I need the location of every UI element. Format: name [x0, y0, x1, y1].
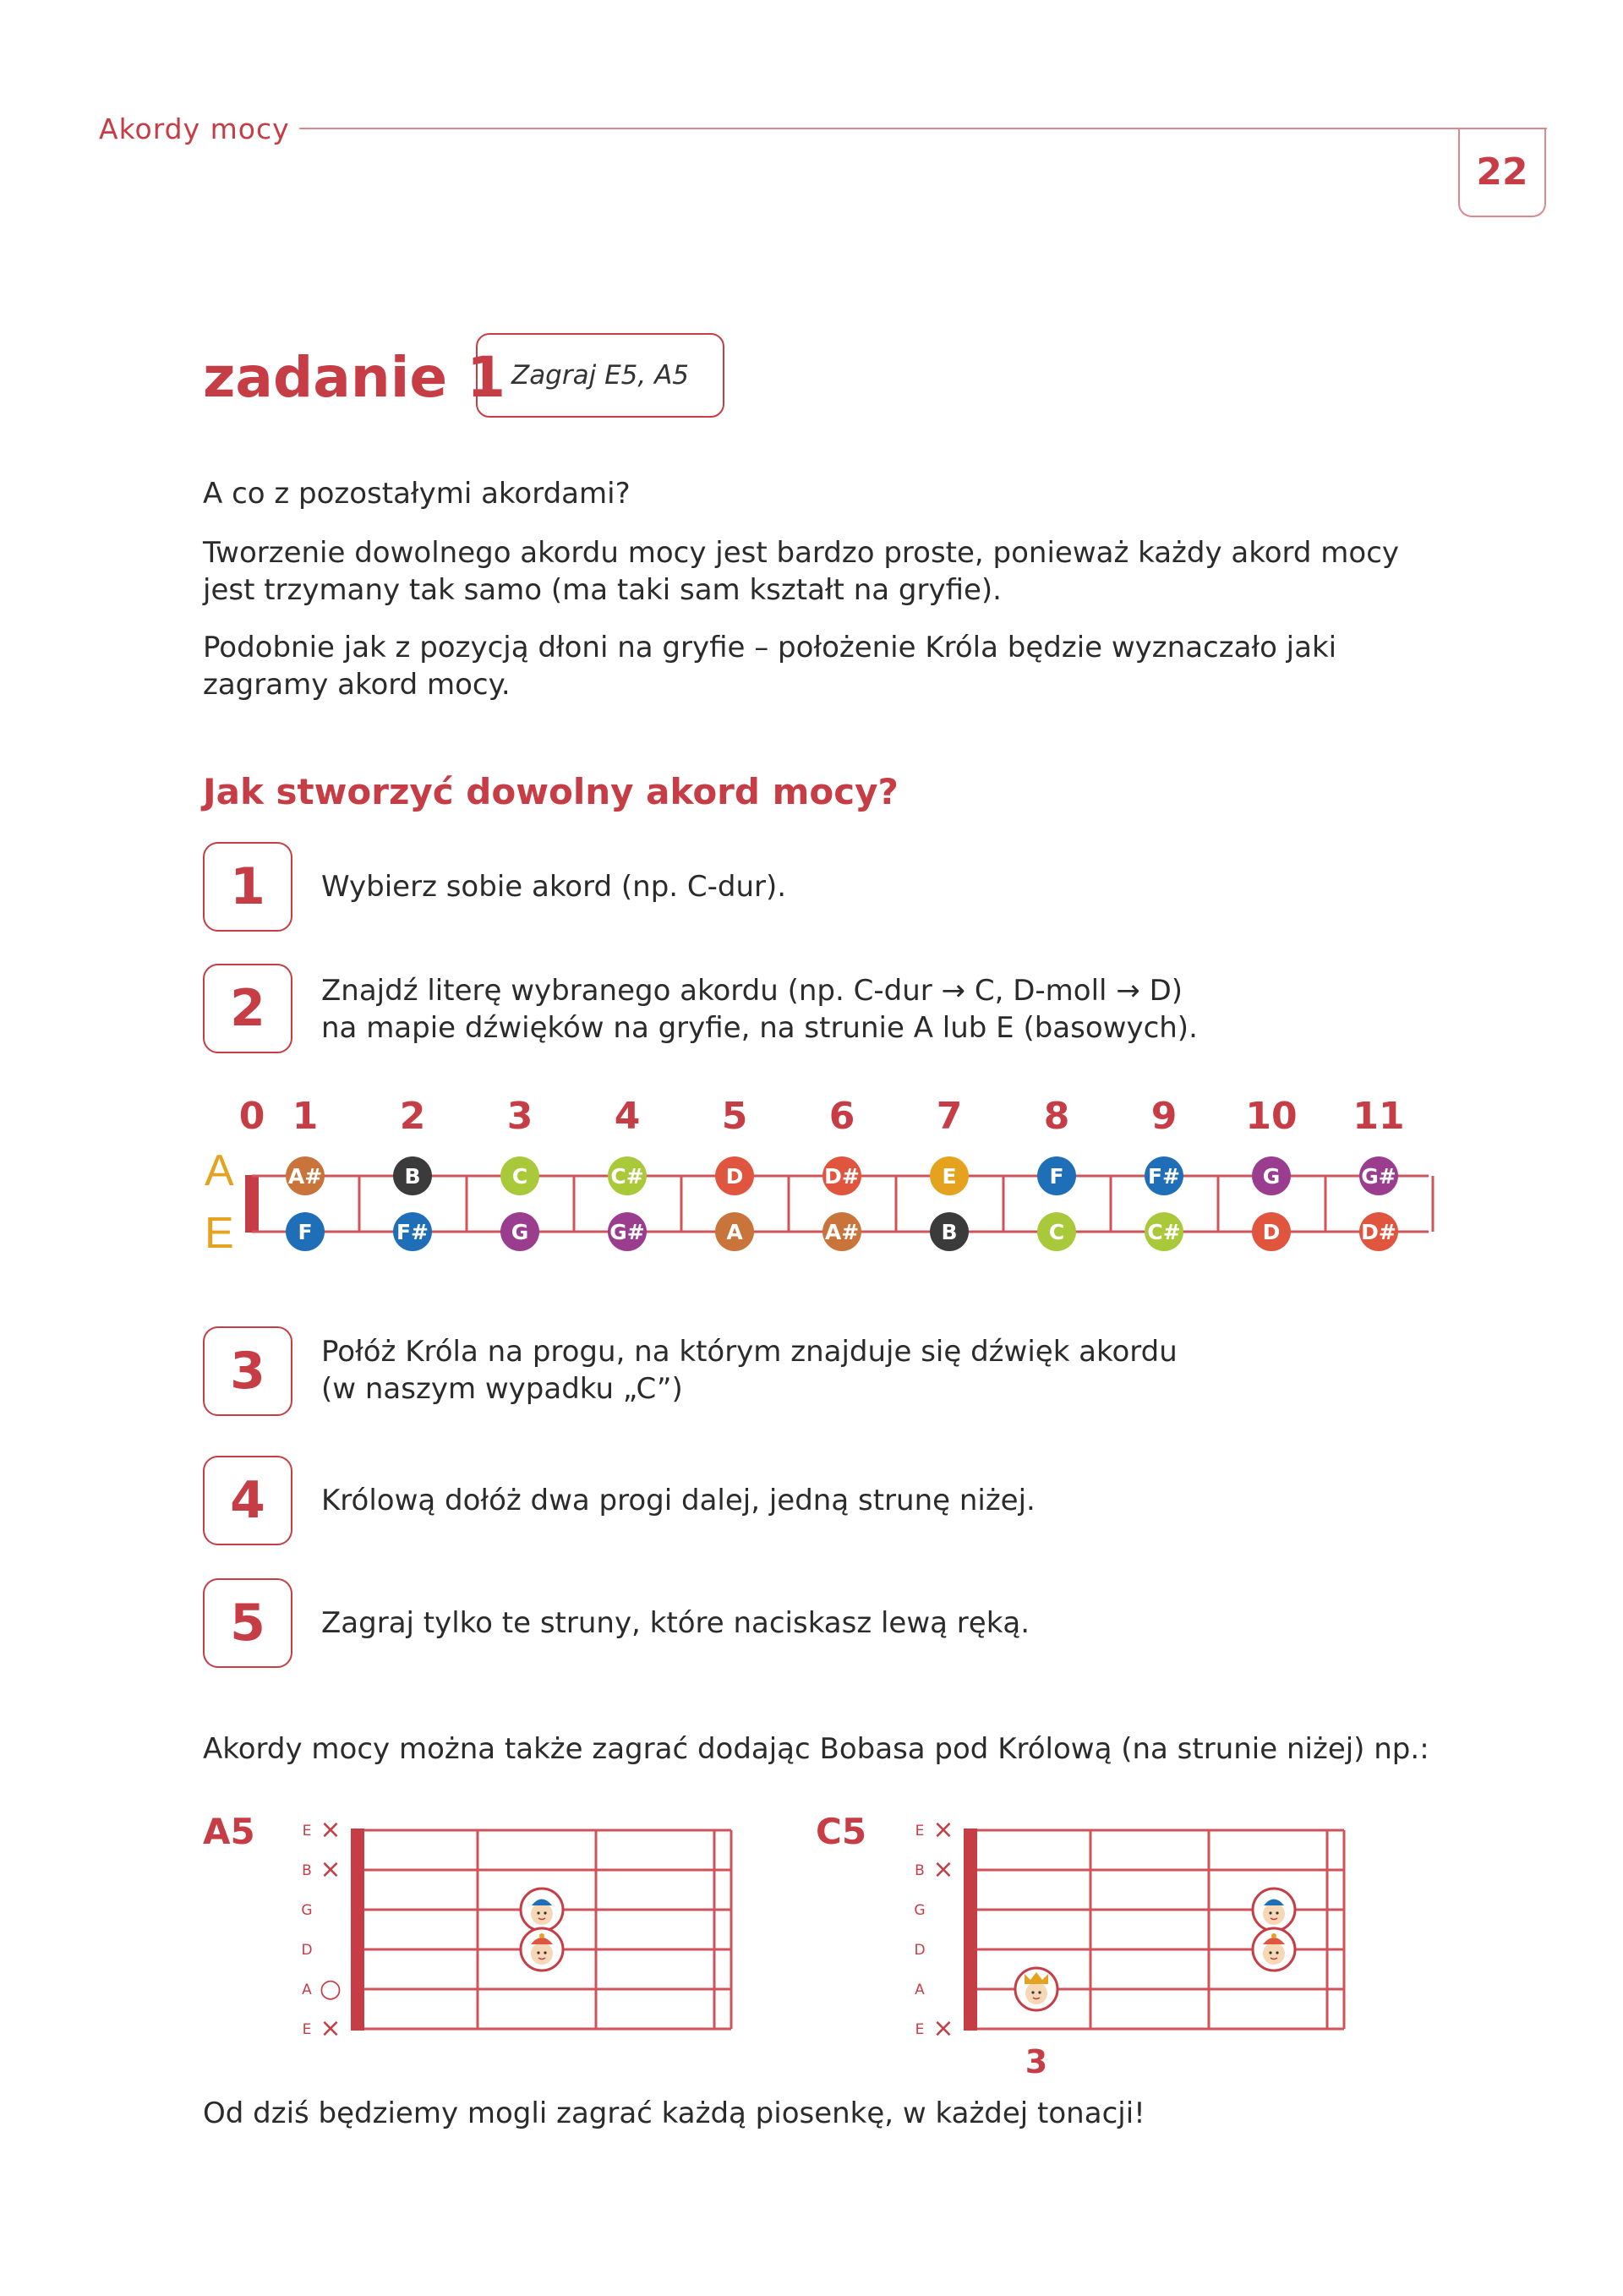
- string-name-label: B: [915, 1862, 925, 1879]
- step-text-1: Wybierz sobie akord (np. C-dur).: [321, 870, 787, 904]
- bobas-paragraph: Akordy mocy można także zagrać dodając Bobasa pod Królową (na strunie niżej) np.:: [203, 1732, 1429, 1766]
- muted-string-mark: ×: [932, 1815, 954, 1845]
- string-name-label: G: [301, 1902, 313, 1919]
- string-name-label: A: [302, 1982, 312, 1998]
- closing-line: Od dziś będziemy mogli zagrać każdą piosenkę, w każdej tonacji!: [203, 2096, 1145, 2130]
- string-e-note-label: B: [941, 1220, 958, 1244]
- string-e-note-label: D: [1262, 1220, 1281, 1244]
- baby-icon: [1253, 1889, 1295, 1931]
- muted-string-mark: ×: [320, 1815, 342, 1845]
- string-a-note-label: D: [725, 1164, 744, 1189]
- fret-number: 2: [399, 1095, 426, 1138]
- muted-string-mark: ×: [932, 2014, 954, 2043]
- fret-position-label: 3: [1025, 2043, 1048, 2080]
- intro-paragraph-3: Podobnie jak z pozycją dłoni na gryfie – położenie Króla będzie wyznaczało jaki zagramy akord mocy.: [203, 631, 1337, 702]
- step-number-4: 4: [203, 1456, 292, 1545]
- string-e-note-label: G#: [609, 1220, 645, 1244]
- task-title: zadanie 1: [203, 345, 506, 410]
- chord-c5-diagram: [900, 1809, 1357, 2088]
- string-a-note-label: B: [404, 1164, 421, 1189]
- string-a-note-label: G: [1262, 1164, 1281, 1189]
- string-a-note-label: F#: [1147, 1164, 1181, 1189]
- string-a-note-label: C: [511, 1164, 528, 1189]
- step-number-2: 2: [203, 964, 292, 1053]
- task-instruction: Zagraj E5, A5: [476, 333, 724, 418]
- muted-string-mark: ×: [320, 2014, 342, 2043]
- step-number-5: 5: [203, 1578, 292, 1668]
- baby-icon: [521, 1889, 563, 1931]
- chord-a5-name: A5: [203, 1811, 255, 1852]
- chord-nut: [964, 1829, 977, 2031]
- string-name-label: E: [915, 2021, 925, 2038]
- string-name-label: A: [915, 1982, 925, 1998]
- step-text-3-line2: (w naszym wypadku „C”): [321, 1372, 683, 1406]
- string-name-label: E: [302, 1823, 312, 1840]
- string-a-note-label: A#: [287, 1164, 323, 1189]
- king-icon: [1015, 1968, 1057, 2010]
- string-a-note-label: E: [942, 1164, 957, 1189]
- string-name-label: E: [915, 1823, 925, 1840]
- string-e-note-label: F: [298, 1220, 313, 1244]
- step-text-2: [321, 972, 1420, 1047]
- fret-number: 6: [828, 1095, 855, 1138]
- step-number-1: 1: [203, 842, 292, 932]
- step-text-5: Zagraj tylko te struny, które naciskasz lewą ręką.: [321, 1606, 1030, 1640]
- step-number-3: 3: [203, 1326, 292, 1416]
- fret-number: 0: [238, 1095, 265, 1138]
- string-e-note-label: A#: [824, 1220, 860, 1244]
- nut: [245, 1175, 259, 1233]
- fret-numbers: [239, 1095, 1405, 1138]
- header-divider: [299, 128, 1547, 129]
- step-text-4: Królową dołóż dwa progi dalej, jedną strunę niżej.: [321, 1484, 1036, 1517]
- step-text-2-line2: na mapie dźwięków na gryfie, na strunie A lub E (basowych).: [321, 1011, 1198, 1045]
- string-e-note-label: C: [1048, 1220, 1065, 1244]
- muted-string-mark: ×: [932, 1855, 954, 1884]
- string-a-note-label: D#: [824, 1164, 860, 1189]
- section-title: Akordy mocy: [99, 112, 290, 145]
- fret-number: 9: [1150, 1095, 1178, 1138]
- fretboard-note-map: [194, 1091, 1445, 1276]
- subheading: Jak stworzyć dowolny akord mocy?: [203, 771, 899, 812]
- queen-icon: [521, 1928, 563, 1971]
- string-a-note-label: C#: [610, 1164, 644, 1189]
- queen-icon: [1253, 1928, 1295, 1971]
- string-label-a: A: [205, 1146, 234, 1195]
- fret-number: 1: [292, 1095, 319, 1138]
- fret-number: 7: [936, 1095, 963, 1138]
- fret-number: 5: [721, 1095, 748, 1138]
- step-text-3: [321, 1333, 1420, 1408]
- fret-number: 8: [1043, 1095, 1070, 1138]
- string-name-label: D: [914, 1942, 926, 1959]
- string-e-note-label: D#: [1361, 1220, 1396, 1244]
- string-name-label: D: [301, 1942, 313, 1959]
- string-e-note-label: G: [511, 1220, 529, 1244]
- string-name-label: B: [302, 1862, 312, 1879]
- string-e-note-label: F#: [396, 1220, 429, 1244]
- fret-number: 4: [614, 1095, 641, 1138]
- intro-paragraph-1: A co z pozostałymi akordami?: [203, 477, 631, 511]
- string-name-label: G: [914, 1902, 926, 1919]
- string-e-note-label: A: [726, 1220, 743, 1244]
- chord-nut: [351, 1829, 364, 2031]
- chord-a5-diagram: [287, 1809, 744, 2054]
- page-number: 22: [1458, 128, 1546, 217]
- open-string-mark: ○: [319, 1974, 342, 2004]
- string-a-note-label: F: [1049, 1164, 1064, 1189]
- intro-paragraph-2: Tworzenie dowolnego akordu mocy jest bardzo proste, ponieważ każdy akord mocy jest trzymany tak samo (ma taki sam kształt na gryfie).: [203, 536, 1400, 607]
- step-text-2-line1: Znajdź literę wybranego akordu (np. C-dur → C, D-moll → D): [321, 974, 1183, 1008]
- chord-c5-name: C5: [816, 1811, 867, 1852]
- string-name-label: E: [302, 2021, 312, 2038]
- muted-string-mark: ×: [320, 1855, 342, 1884]
- fret-number: 10: [1245, 1095, 1298, 1138]
- string-e-note-label: C#: [1147, 1220, 1181, 1244]
- step-text-3-line1: Połóż Króla na progu, na którym znajduje się dźwięk akordu: [321, 1335, 1178, 1369]
- fret-number: 11: [1352, 1095, 1405, 1138]
- string-a-note-label: G#: [1361, 1164, 1396, 1189]
- fret-number: 3: [506, 1095, 533, 1138]
- string-label-e: E: [205, 1209, 234, 1258]
